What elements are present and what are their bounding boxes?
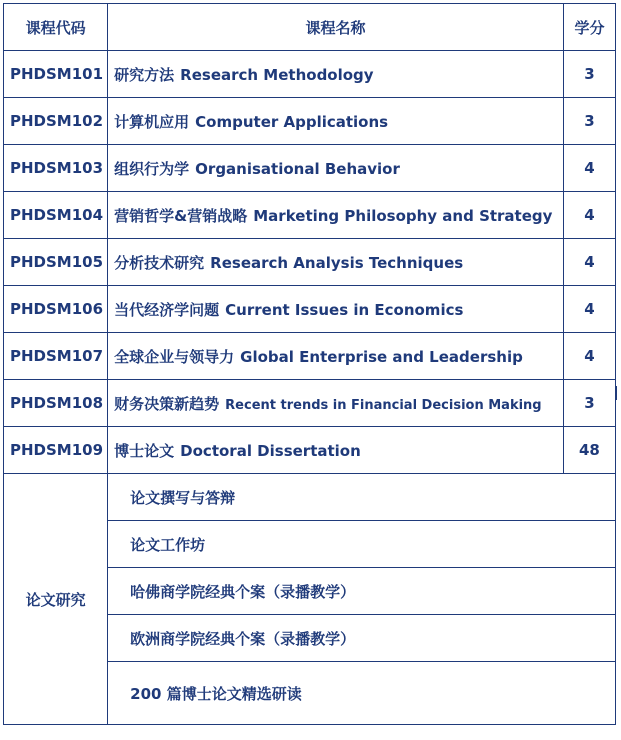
- course-name-cn: 组织行为学: [114, 159, 190, 178]
- course-credit: 3: [563, 98, 615, 145]
- course-name: [108, 333, 564, 380]
- course-name-en: Research Methodology: [180, 65, 374, 84]
- course-name-cn: 分析技术研究: [114, 253, 205, 272]
- course-name-cn: 财务决策新趋势: [114, 394, 220, 413]
- course-code: PHDSM104: [4, 192, 108, 239]
- course-name-en: Computer Applications: [195, 112, 389, 131]
- course-code: PHDSM106: [4, 286, 108, 333]
- course-code: PHDSM107: [4, 333, 108, 380]
- course-name-cn: 营销哲学&营销战略: [114, 206, 248, 225]
- course-code: PHDSM105: [4, 239, 108, 286]
- edge-mark: [615, 386, 617, 400]
- course-name: [108, 192, 564, 239]
- course-name-en: Organisational Behavior: [195, 159, 400, 178]
- course-credit: 4: [563, 192, 615, 239]
- course-code: PHDSM108: [4, 380, 108, 427]
- course-name: [108, 380, 564, 427]
- table-row: [4, 145, 616, 192]
- header-course-name: 课程名称: [108, 4, 564, 51]
- thesis-item: 论文撰写与答辩: [108, 474, 616, 521]
- course-name: [108, 427, 564, 474]
- table-row: [4, 51, 616, 98]
- table-row: [4, 333, 616, 380]
- thesis-item: 论文工作坊: [108, 521, 616, 568]
- thesis-item: 欧洲商学院经典个案（录播教学）: [108, 615, 616, 662]
- course-credit: 3: [563, 51, 615, 98]
- course-name: [108, 145, 564, 192]
- course-name-cn: 计算机应用: [114, 112, 190, 131]
- course-name: [108, 98, 564, 145]
- course-name-en: Marketing Philosophy and Strategy: [253, 206, 553, 225]
- course-name-cn: 当代经济学问题: [114, 300, 220, 319]
- course-name-en: Current Issues in Economics: [225, 300, 464, 319]
- table-row: [4, 286, 616, 333]
- table-row: [4, 192, 616, 239]
- course-name-cn: 全球企业与领导力: [114, 347, 235, 366]
- course-name: [108, 286, 564, 333]
- header-credit: 学分: [563, 4, 615, 51]
- course-name-en: Recent trends in Financial Decision Making: [225, 397, 542, 413]
- course-name: [108, 51, 564, 98]
- thesis-row: [4, 474, 616, 521]
- course-credit: 4: [563, 333, 615, 380]
- course-name-cn: 研究方法: [114, 65, 175, 84]
- course-name-en: Doctoral Dissertation: [180, 441, 361, 460]
- course-name-en: Research Analysis Techniques: [210, 253, 464, 272]
- thesis-item: 哈佛商学院经典个案（录播教学）: [108, 568, 616, 615]
- table-row: [4, 98, 616, 145]
- course-name-en: Global Enterprise and Leadership: [240, 347, 523, 366]
- course-code: PHDSM102: [4, 98, 108, 145]
- course-code: PHDSM101: [4, 51, 108, 98]
- course-table: [3, 3, 616, 725]
- course-credit: 48: [563, 427, 615, 474]
- course-credit: 4: [563, 239, 615, 286]
- table-row: [4, 380, 616, 427]
- course-code: PHDSM109: [4, 427, 108, 474]
- course-name-cn: 博士论文: [114, 441, 175, 460]
- thesis-section-label: 论文研究: [4, 474, 108, 725]
- table-row: [4, 427, 616, 474]
- course-name: [108, 239, 564, 286]
- course-credit: 4: [563, 145, 615, 192]
- table-row: [4, 239, 616, 286]
- course-credit: 3: [563, 380, 615, 427]
- thesis-item: 200 篇博士论文精选研读: [108, 662, 616, 725]
- header-course-code: 课程代码: [4, 4, 108, 51]
- table-header-row: [4, 4, 616, 51]
- course-code: PHDSM103: [4, 145, 108, 192]
- course-credit: 4: [563, 286, 615, 333]
